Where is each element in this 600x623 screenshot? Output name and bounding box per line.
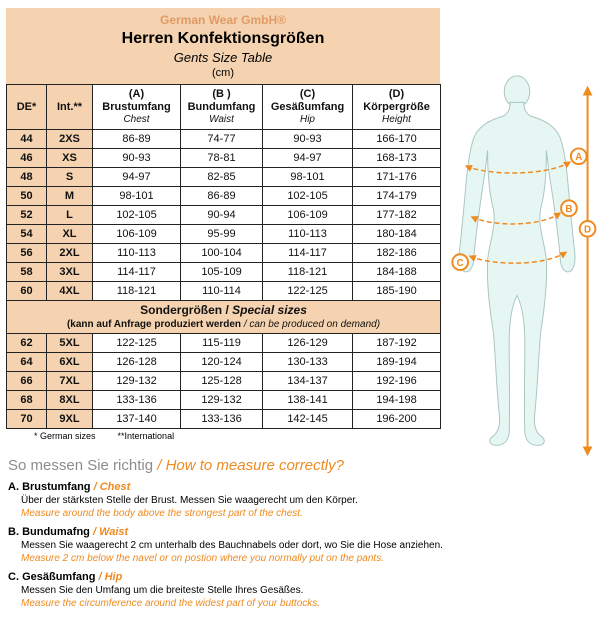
standard-sizes-body	[7, 130, 441, 301]
measure-hip-label-english: / Hip	[98, 571, 123, 583]
body-measurement-diagram	[434, 72, 600, 464]
size-de-cell: 46	[7, 149, 47, 168]
table-row	[7, 263, 441, 282]
measure-waist-label	[8, 525, 594, 539]
table-row	[7, 391, 441, 410]
special-sizes-header	[7, 301, 441, 334]
special-sizes-title	[7, 303, 440, 318]
size-range-cell: 94-97	[93, 168, 181, 187]
size-table-column	[6, 8, 440, 441]
size-de-cell: 68	[7, 391, 47, 410]
size-range-cell: 137-140	[93, 410, 181, 429]
size-range-cell: 185-190	[353, 282, 441, 301]
size-de-cell: 60	[7, 282, 47, 301]
size-range-cell: 74-77	[181, 130, 263, 149]
size-range-cell: 90-94	[181, 206, 263, 225]
special-sizes-body	[7, 334, 441, 429]
col-header-waist	[181, 85, 263, 130]
size-range-cell: 110-113	[93, 244, 181, 263]
table-row	[7, 282, 441, 301]
size-int-cell: 3XL	[47, 263, 93, 282]
col-letter-c: (C)	[299, 88, 316, 100]
size-de-cell: 64	[7, 353, 47, 372]
special-title-german: Sondergrößen	[140, 303, 223, 317]
size-range-cell: 110-113	[263, 225, 353, 244]
measure-waist-label-german: Bundumafng	[22, 526, 90, 538]
size-de-cell: 54	[7, 225, 47, 244]
measure-waist-text-english: Measure 2 cm below the navel or on postion where you normally put on the pants.	[21, 553, 384, 564]
col-name-height-de: Körpergröße	[363, 101, 430, 113]
size-range-cell: 86-89	[93, 130, 181, 149]
size-range-cell: 122-125	[263, 282, 353, 301]
col-letter-b: (B )	[212, 88, 231, 100]
size-table	[6, 84, 441, 429]
measure-chest-letter: A.	[8, 481, 19, 493]
table-row	[7, 149, 441, 168]
size-range-cell: 171-176	[353, 168, 441, 187]
col-header-height	[353, 85, 441, 130]
size-de-cell: 58	[7, 263, 47, 282]
size-int-cell: XS	[47, 149, 93, 168]
measurement-figure	[434, 72, 600, 464]
figure-silhouette	[456, 102, 575, 445]
size-range-cell: 184-188	[353, 263, 441, 282]
size-range-cell: 82-85	[181, 168, 263, 187]
measure-hip-text-german: Messen Sie den Umfang um die breiteste Stelle Ihres Gesäßes.	[21, 585, 304, 596]
size-int-cell: 5XL	[47, 334, 93, 353]
measure-chest-text-german: Über der stärksten Stelle der Brust. Messen Sie waagerecht um den Körper.	[21, 495, 358, 506]
measure-hip-letter: C.	[8, 571, 19, 583]
size-int-cell: S	[47, 168, 93, 187]
chest-label: A	[575, 152, 583, 164]
size-range-cell: 100-104	[181, 244, 263, 263]
size-range-cell: 133-136	[181, 410, 263, 429]
size-range-cell: 115-119	[181, 334, 263, 353]
measure-waist-text-german: Messen Sie waagerecht 2 cm unterhalb des Bauchnabels oder dort, wo Sie die Hose anziehen.	[21, 540, 443, 551]
size-int-cell: 6XL	[47, 353, 93, 372]
size-range-cell: 118-121	[93, 282, 181, 301]
size-de-cell: 44	[7, 130, 47, 149]
size-range-cell: 134-137	[263, 372, 353, 391]
size-range-cell: 182-186	[353, 244, 441, 263]
size-range-cell: 94-97	[263, 149, 353, 168]
size-range-cell: 90-93	[93, 149, 181, 168]
size-range-cell: 110-114	[181, 282, 263, 301]
footnote-german-sizes: * German sizes	[34, 431, 96, 441]
special-title-separator: /	[222, 303, 233, 317]
size-range-cell: 126-129	[263, 334, 353, 353]
measure-item-waist	[8, 525, 594, 565]
size-de-cell: 62	[7, 334, 47, 353]
size-int-cell: 8XL	[47, 391, 93, 410]
col-name-height-en: Height	[382, 114, 411, 125]
size-range-cell: 187-192	[353, 334, 441, 353]
col-header-int: Int.**	[47, 85, 93, 130]
size-int-cell: 9XL	[47, 410, 93, 429]
special-sizes-subtitle	[7, 318, 440, 331]
size-range-cell: 118-121	[263, 263, 353, 282]
size-range-cell: 168-173	[353, 149, 441, 168]
table-title-band	[6, 8, 440, 84]
measure-item-chest	[8, 480, 594, 520]
table-row	[7, 225, 441, 244]
col-name-hip-en: Hip	[299, 114, 315, 125]
size-range-cell: 105-109	[181, 263, 263, 282]
size-range-cell: 129-132	[181, 391, 263, 410]
size-range-cell: 102-105	[263, 187, 353, 206]
size-de-cell: 52	[7, 206, 47, 225]
size-range-cell: 174-179	[353, 187, 441, 206]
measure-heading-english: / How to measure correctly?	[153, 457, 344, 474]
measure-hip-label	[8, 570, 594, 584]
measure-chest-label-english: / Chest	[93, 481, 131, 493]
waist-label: B	[565, 204, 573, 216]
table-row	[7, 372, 441, 391]
col-name-waist-de: Bundumfang	[187, 101, 256, 113]
size-de-cell: 56	[7, 244, 47, 263]
size-range-cell: 98-101	[263, 168, 353, 187]
table-row	[7, 334, 441, 353]
col-letter-d: (D)	[388, 88, 405, 100]
table-row	[7, 353, 441, 372]
measure-waist-letter: B.	[8, 526, 19, 538]
col-letter-a: (A)	[128, 88, 145, 100]
size-de-cell: 70	[7, 410, 47, 429]
page-title-english: Gents Size Table	[173, 50, 273, 65]
size-range-cell: 114-117	[93, 263, 181, 282]
size-int-cell: 7XL	[47, 372, 93, 391]
size-de-cell: 66	[7, 372, 47, 391]
size-range-cell: 120-124	[181, 353, 263, 372]
table-row	[7, 244, 441, 263]
size-range-cell: 90-93	[263, 130, 353, 149]
size-range-cell: 177-182	[353, 206, 441, 225]
footnote-international: **International	[117, 431, 175, 441]
size-int-cell: L	[47, 206, 93, 225]
size-range-cell: 189-194	[353, 353, 441, 372]
size-range-cell: 78-81	[181, 149, 263, 168]
size-range-cell: 192-196	[353, 372, 441, 391]
size-range-cell: 114-117	[263, 244, 353, 263]
size-range-cell: 126-128	[93, 353, 181, 372]
col-header-de: DE*	[7, 85, 47, 130]
col-name-waist-en: Waist	[209, 114, 234, 125]
col-name-chest-en: Chest	[123, 114, 150, 125]
table-row	[7, 206, 441, 225]
size-range-cell: 102-105	[93, 206, 181, 225]
size-int-cell: 2XS	[47, 130, 93, 149]
size-int-cell: 2XL	[47, 244, 93, 263]
size-range-cell: 129-132	[93, 372, 181, 391]
size-range-cell: 106-109	[263, 206, 353, 225]
col-header-hip	[263, 85, 353, 130]
col-name-chest-de: Brustumfang	[102, 101, 171, 113]
size-int-cell: 4XL	[47, 282, 93, 301]
page-title-german: Herren Konfektionsgrößen	[121, 30, 325, 47]
col-name-hip-de: Gesäßumfang	[270, 101, 345, 113]
size-range-cell: 106-109	[93, 225, 181, 244]
size-range-cell: 130-133	[263, 353, 353, 372]
hip-label: C	[456, 258, 464, 270]
special-sizes-header-row	[7, 301, 441, 334]
table-row	[7, 130, 441, 149]
measure-chest-label-german: Brustumfang	[22, 481, 91, 493]
measure-chest-text-english: Measure around the body above the strongest part of the chest.	[21, 508, 303, 519]
size-range-cell: 142-145	[263, 410, 353, 429]
size-range-cell: 125-128	[181, 372, 263, 391]
size-range-cell: 138-141	[263, 391, 353, 410]
unit-label: (cm)	[212, 67, 234, 79]
brand-name: German Wear GmbH®	[160, 13, 286, 27]
measure-heading	[8, 456, 594, 476]
size-range-cell: 133-136	[93, 391, 181, 410]
size-range-cell: 122-125	[93, 334, 181, 353]
size-de-cell: 50	[7, 187, 47, 206]
special-title-english: Special sizes	[232, 303, 307, 317]
table-row	[7, 410, 441, 429]
special-subtitle-english: / can be produced on demand)	[241, 319, 381, 330]
how-to-measure-section	[8, 456, 594, 615]
table-row	[7, 168, 441, 187]
size-range-cell: 180-184	[353, 225, 441, 244]
measure-hip-label-german: Gesäßumfang	[22, 571, 96, 583]
height-label: D	[584, 224, 592, 236]
measure-waist-label-english: / Waist	[92, 526, 129, 538]
size-de-cell: 48	[7, 168, 47, 187]
size-range-cell: 86-89	[181, 187, 263, 206]
size-int-cell: M	[47, 187, 93, 206]
size-range-cell: 196-200	[353, 410, 441, 429]
measure-hip-text-english: Measure the circumference around the widest part of your buttocks.	[21, 598, 321, 609]
size-range-cell: 98-101	[93, 187, 181, 206]
size-range-cell: 95-99	[181, 225, 263, 244]
col-header-chest	[93, 85, 181, 130]
size-range-cell: 194-198	[353, 391, 441, 410]
measure-chest-label	[8, 480, 594, 494]
measure-item-hip	[8, 570, 594, 610]
table-row	[7, 187, 441, 206]
special-sizes-band-body	[7, 301, 441, 334]
footnotes	[6, 431, 440, 441]
special-subtitle-german: (kann auf Anfrage produziert werden	[66, 319, 242, 330]
column-header-row	[7, 85, 441, 130]
size-range-cell: 166-170	[353, 130, 441, 149]
measure-heading-german: So messen Sie richtig	[8, 457, 154, 474]
size-int-cell: XL	[47, 225, 93, 244]
